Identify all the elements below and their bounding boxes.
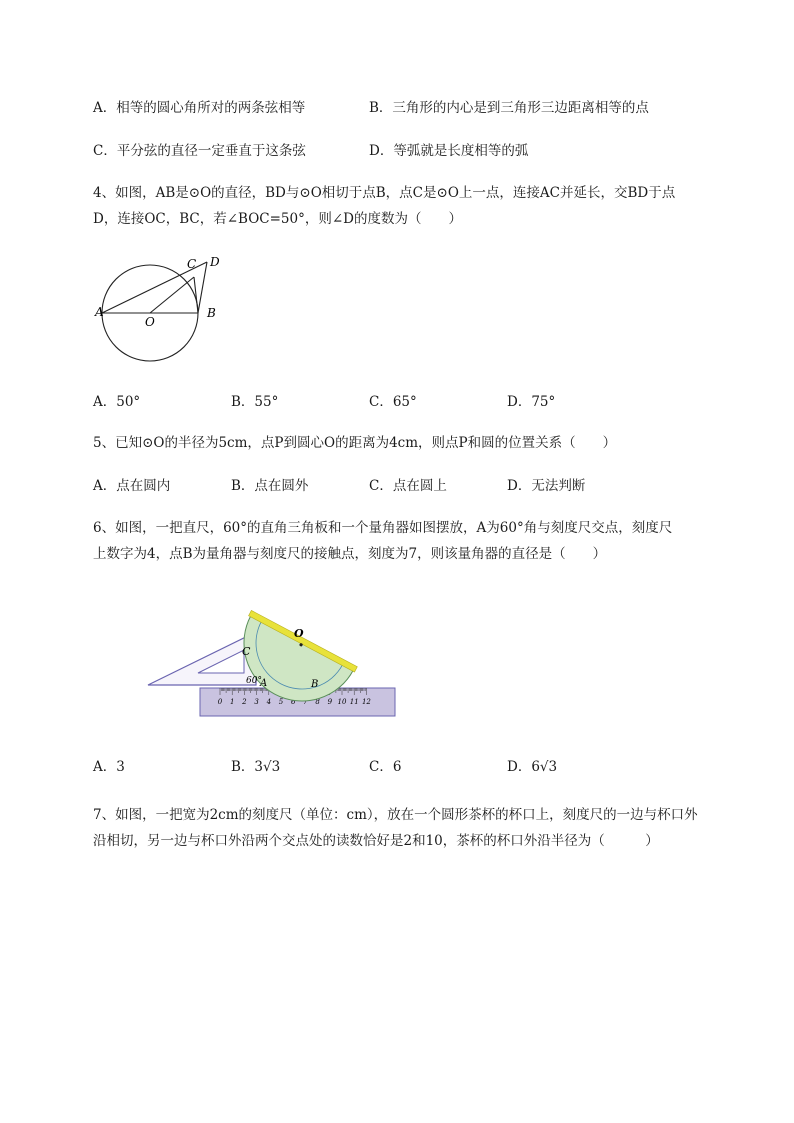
q4-label-o: O	[145, 315, 155, 329]
q4-option-a: A．50°	[93, 394, 141, 410]
q6-label-b: B	[311, 679, 319, 690]
q3-option-a: A．相等的圆心角所对的两条弦相等	[93, 100, 306, 116]
q6-option-d: D．6√3	[507, 759, 558, 775]
q4-label-a: A	[95, 305, 104, 319]
ruler-tick-label: 8	[315, 698, 320, 706]
ruler-tick-label: 9	[327, 698, 333, 706]
q4-line-oc	[150, 277, 194, 313]
q3-option-d: D．等弧就是长度相等的弧	[369, 143, 529, 159]
q6-stem-line1: 6、如图，一把直尺，60°的直角三角板和一个量角器如图摆放，A为60°角与刻度尺交点，刻度尺	[93, 520, 673, 536]
q6-ruler-protractor-figure	[140, 585, 410, 725]
ruler-tick-label: 1	[229, 698, 235, 706]
q6-label-a: A	[260, 678, 268, 689]
q6-label-c: C	[242, 645, 251, 658]
q3-option-c: C．平分弦的直径一定垂直于这条弦	[93, 143, 306, 159]
q4-option-c: C．65°	[369, 394, 417, 410]
ruler-tick-label: 10	[337, 698, 347, 706]
ruler-tick-label: 4	[266, 698, 272, 706]
q5-option-b: B．点在圆外	[231, 478, 309, 494]
ruler-tick-label: 2	[242, 698, 247, 706]
ruler-tick-label: 12	[361, 698, 371, 706]
ruler-tick-label: 11	[349, 698, 359, 706]
q4-stem-line1: 4、如图，AB是⊙O的直径，BD与⊙O相切于点B，点C是⊙O上一点，连接AC并延长，交BD于点	[93, 185, 676, 201]
q6-option-b: B．3√3	[231, 759, 281, 775]
q5-stem-line1: 5、已知⊙O的半径为5cm，点P到圆心O的距离为4cm，则点P和圆的位置关系（ ）	[93, 435, 617, 451]
q4-stem-line2: D，连接OC，BC，若∠BOC=50°，则∠D的度数为（ ）	[93, 211, 462, 227]
q4-option-d: D．75°	[507, 394, 556, 410]
q7-stem-line2: 沿相切，另一边与杯口外沿两个交点处的读数恰好是2和10，茶杯的杯口外沿半径为（ ）	[93, 833, 659, 849]
q5-option-c: C．点在圆上	[369, 478, 447, 494]
q4-circle-figure	[93, 250, 233, 370]
q5-option-a: A．点在圆内	[93, 478, 171, 494]
q5-option-d: D．无法判断	[507, 478, 586, 494]
q4-label-d: D	[210, 255, 220, 269]
q6-label-o: O	[294, 627, 304, 640]
q7-stem-line1: 7、如图，一把宽为2cm的刻度尺（单位：cm），放在一个圆形茶杯的杯口上，刻度尺的一边与杯口外	[93, 807, 698, 823]
ruler-tick-label: 7	[303, 698, 308, 706]
q4-tangent-bd	[198, 262, 207, 313]
q3-option-b: B．三角形的内心是到三角形三边距离相等的点	[369, 100, 649, 116]
q6-option-c: C．6	[369, 759, 402, 775]
q4-label-c: C	[187, 257, 197, 271]
ruler-tick-label: 5	[278, 698, 284, 706]
ruler-tick-label: 6	[290, 698, 296, 706]
q6-label-60deg: 60°	[246, 676, 262, 686]
q6-option-a: A．3	[93, 759, 125, 775]
q4-label-b: B	[207, 306, 216, 320]
q6-stem-line2: 上数字为4，点B为量角器与刻度尺的接触点，刻度为7，则该量角器的直径是（ ）	[93, 546, 607, 562]
ruler-tick-label: 0	[217, 698, 223, 706]
q4-option-b: B．55°	[231, 394, 279, 410]
ruler-tick-label: 3	[254, 698, 259, 706]
